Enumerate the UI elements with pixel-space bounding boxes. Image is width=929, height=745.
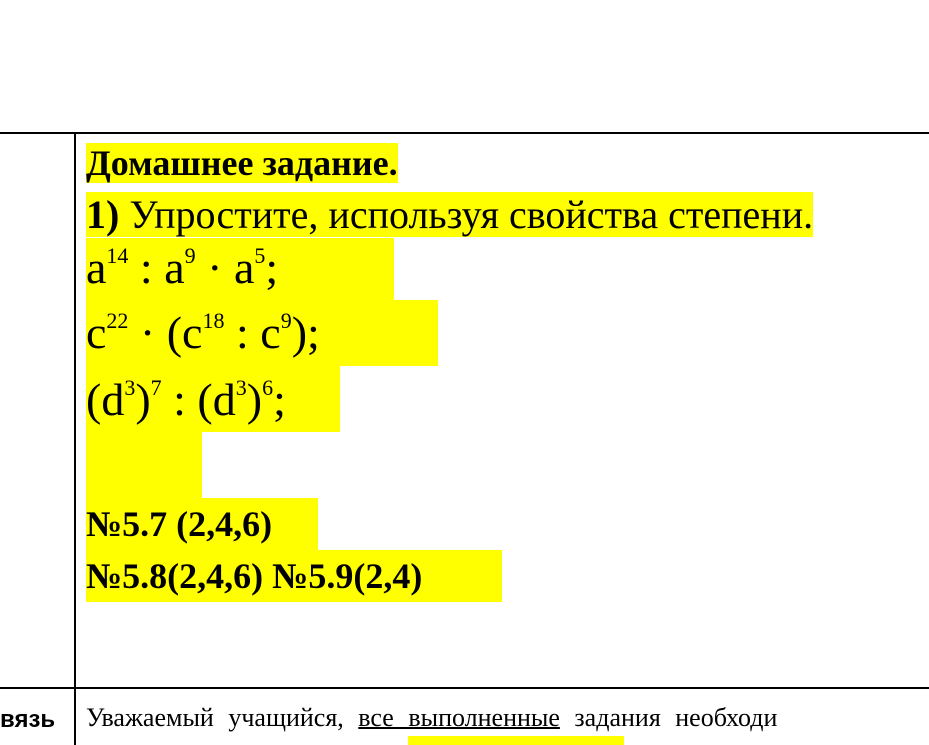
underlined-text: все выполненные <box>358 703 560 732</box>
highlight-block <box>86 432 202 500</box>
table-row-divider <box>0 687 929 689</box>
task-instruction <box>86 190 813 240</box>
table-column-divider <box>74 133 76 745</box>
exercise-line-1: №5.7 (2,4,6) <box>86 504 273 544</box>
feedback-note: Уважаемый учащийся, все выполненные задания необходи <box>86 703 778 732</box>
task-text: Упростите, используя свойства степени. <box>119 192 814 237</box>
expression-3: $(d^3)^7$ : $(d^3)^6$; <box>86 374 286 425</box>
exercise-line-2: №5.8(2,4,6) №5.9(2,4) <box>86 556 423 596</box>
homework-title: Домашнее задание. <box>86 143 398 183</box>
table-top-border <box>0 132 929 134</box>
task-number: 1) <box>86 192 120 237</box>
expression-1: $a^{14}$ : $a^9 \cdot a^5$; <box>86 242 279 293</box>
expression-2: $c^{22} \cdot (c^{18}$ : $c^9$); <box>86 307 320 358</box>
row-label: вязь <box>0 706 56 733</box>
